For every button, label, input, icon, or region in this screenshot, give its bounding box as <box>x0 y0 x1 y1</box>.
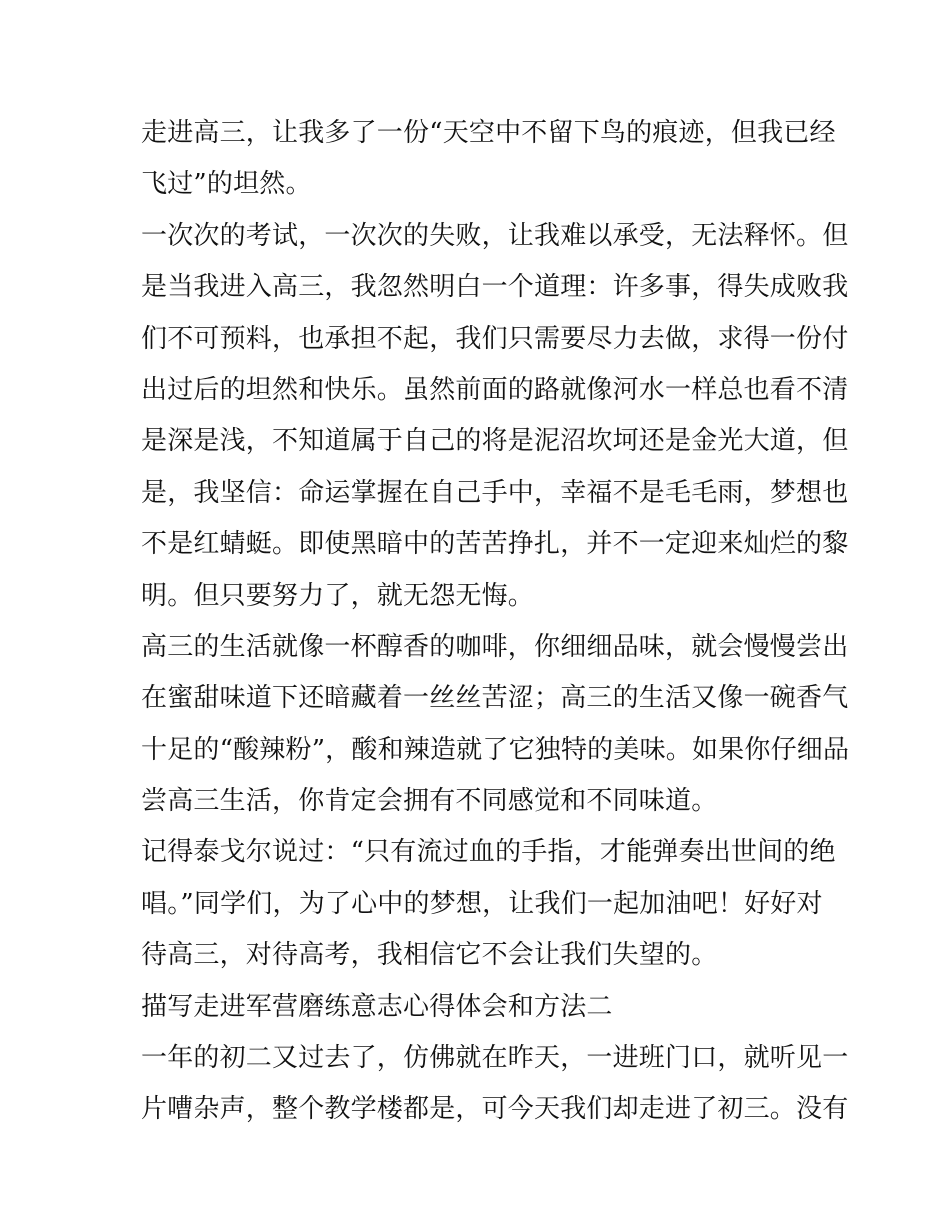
text-line: 记得泰戈尔说过：“只有流过血的手指，才能弹奏出世间的绝 <box>141 837 836 868</box>
paragraph-3 <box>141 622 850 828</box>
text-line: 一年的初二又过去了，仿佛就在昨天，一进班门口，就听见一 <box>141 1043 849 1074</box>
text-line: 片嘈杂声，整个教学楼都是，可今天我们却走进了初三。没有 <box>141 1094 849 1125</box>
text-line: 是深是浅，不知道属于自己的将是泥沼坎坷还是金光大道，但 <box>141 426 849 457</box>
text-line: 尝高三生活，你肯定会拥有不同感觉和不同味道。 <box>141 786 718 817</box>
heading-line: 描写走进军营磨练意志心得体会和方法二 <box>141 991 613 1022</box>
document-body <box>141 108 850 1136</box>
text-line: 走进高三，让我多了一份“天空中不留下鸟的痕迹，但我已经 <box>141 118 836 148</box>
text-line: 出过后的坦然和快乐。虽然前面的路就像河水一样总也看不清 <box>141 374 849 405</box>
text-line: 明。但只要努力了，就无怨无悔。 <box>141 580 535 611</box>
text-line: 唱。”同学们，为了心中的梦想，让我们一起加油吧！好好对 <box>141 888 823 919</box>
text-line: 是，我坚信：命运掌握在自己手中，幸福不是毛毛雨，梦想也 <box>141 477 849 508</box>
paragraph-5 <box>141 1033 849 1136</box>
text-line: 在蜜甜味道下还暗藏着一丝丝苦涩；高三的生活又像一碗香气 <box>141 683 849 714</box>
paragraph-1 <box>141 108 836 211</box>
text-line: 们不可预料，也承担不起，我们只需要尽力去做，求得一份付 <box>141 323 849 354</box>
section-heading <box>141 982 817 1033</box>
text-line: 不是红蜻蜓。即使黑暗中的苦苦挣扎，并不一定迎来灿烂的黎 <box>141 529 849 560</box>
text-line: 一次次的考试，一次次的失败，让我难以承受，无法释怀。但 <box>141 220 849 251</box>
paragraph-2 <box>141 211 849 622</box>
paragraph-4 <box>141 827 836 981</box>
text-line: 高三的生活就像一杯醇香的咖啡，你细细品味，就会慢慢尝出 <box>141 631 849 662</box>
text-line: 十足的“酸辣粉”，酸和辣造就了它独特的美味。如果你仔细品 <box>141 734 850 765</box>
text-line: 是当我进入高三，我忽然明白一个道理：许多事，得失成败我 <box>141 272 849 303</box>
text-line: 待高三，对待高考，我相信它不会让我们失望的。 <box>141 940 718 971</box>
text-line: 飞过”的坦然。 <box>141 169 312 200</box>
